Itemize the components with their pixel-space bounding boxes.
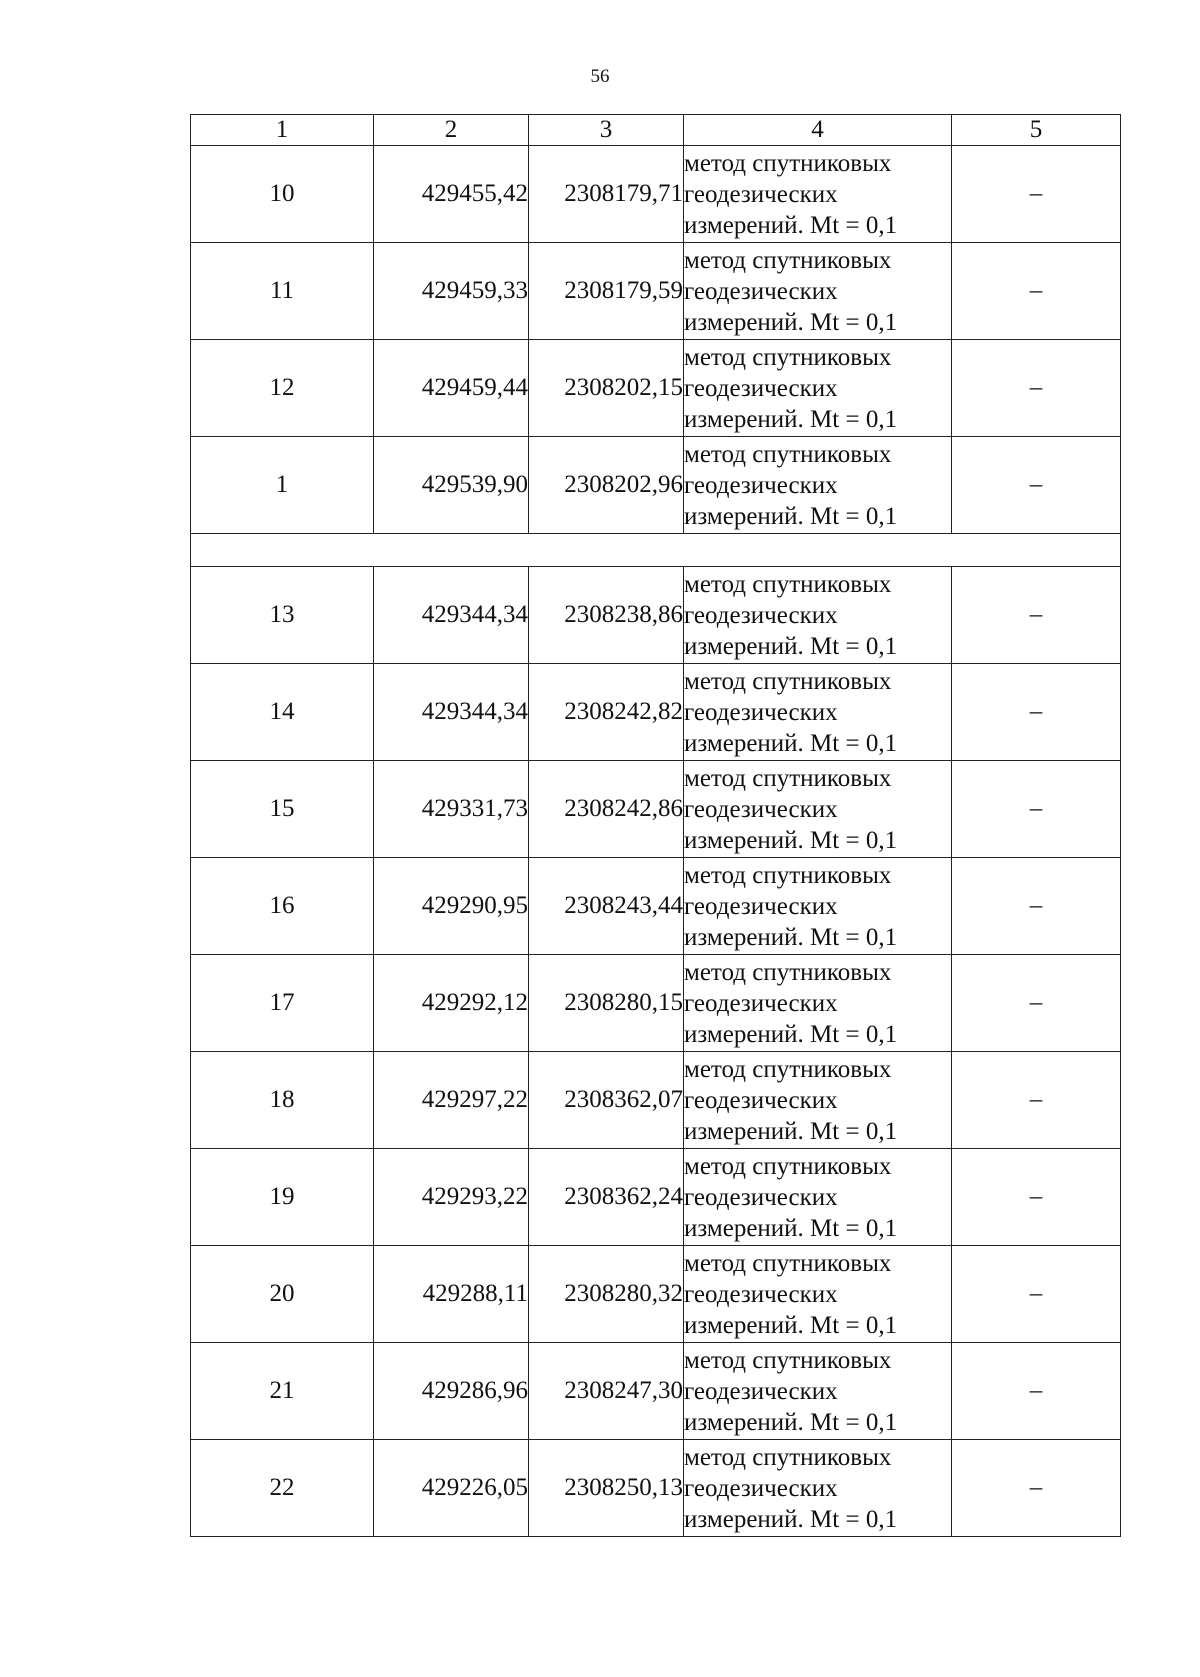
method-line: метод спутниковых [684, 570, 892, 598]
column-5-cell: – [952, 340, 1121, 437]
point-number-cell: 12 [191, 340, 374, 437]
point-number-cell: 1 [191, 437, 374, 534]
table-row [191, 1149, 1121, 1246]
method-line: измерений. Mt = 0,1 [684, 1311, 898, 1339]
method-line: измерений. Mt = 0,1 [684, 1408, 898, 1436]
method-line: метод спутниковых [684, 1443, 892, 1471]
column-5-cell: – [952, 1440, 1121, 1537]
table-row [191, 761, 1121, 858]
table-row [191, 858, 1121, 955]
spacer-cell [191, 534, 1121, 567]
method-cell [684, 437, 952, 534]
table-header-row [191, 115, 1121, 146]
method-cell [684, 1440, 952, 1537]
x-coordinate-cell: 429288,11 [374, 1246, 529, 1343]
column-5-cell: – [952, 1343, 1121, 1440]
column-5-cell: – [952, 1052, 1121, 1149]
y-coordinate-cell: 2308243,44 [529, 858, 684, 955]
method-line: геодезических [684, 795, 838, 823]
method-line: измерений. Mt = 0,1 [684, 1214, 898, 1242]
method-line: метод спутниковых [684, 246, 892, 274]
y-coordinate-cell: 2308250,13 [529, 1440, 684, 1537]
y-coordinate-cell: 2308362,07 [529, 1052, 684, 1149]
y-coordinate-cell: 2308247,30 [529, 1343, 684, 1440]
column-5-cell: – [952, 761, 1121, 858]
method-line: геодезических [684, 1377, 838, 1405]
method-line: метод спутниковых [684, 440, 892, 468]
y-coordinate-cell: 2308179,59 [529, 243, 684, 340]
method-line: измерений. Mt = 0,1 [684, 308, 898, 336]
y-coordinate-cell: 2308280,32 [529, 1246, 684, 1343]
table-row [191, 1052, 1121, 1149]
point-number-cell: 17 [191, 955, 374, 1052]
method-line: измерений. Mt = 0,1 [684, 632, 898, 660]
x-coordinate-cell: 429539,90 [374, 437, 529, 534]
page-number: 56 [590, 66, 610, 87]
method-line: геодезических [684, 1474, 838, 1502]
x-coordinate-cell: 429459,44 [374, 340, 529, 437]
table-row [191, 340, 1121, 437]
y-coordinate-cell: 2308238,86 [529, 567, 684, 664]
column-header-1: 1 [191, 115, 374, 146]
column-5-cell: – [952, 437, 1121, 534]
method-cell [684, 761, 952, 858]
method-line: измерений. Mt = 0,1 [684, 1117, 898, 1145]
method-line: измерений. Mt = 0,1 [684, 923, 898, 951]
column-5-cell: – [952, 955, 1121, 1052]
method-line: измерений. Mt = 0,1 [684, 1020, 898, 1048]
method-line: геодезических [684, 1086, 838, 1114]
method-line: геодезических [684, 989, 838, 1017]
point-number-cell: 14 [191, 664, 374, 761]
method-line: геодезических [684, 1280, 838, 1308]
method-line: метод спутниковых [684, 764, 892, 792]
point-number-cell: 10 [191, 146, 374, 243]
y-coordinate-cell: 2308242,82 [529, 664, 684, 761]
y-coordinate-cell: 2308202,96 [529, 437, 684, 534]
table-row [191, 955, 1121, 1052]
method-cell [684, 858, 952, 955]
table-spacer-row [191, 534, 1121, 567]
x-coordinate-cell: 429297,22 [374, 1052, 529, 1149]
table-row [191, 437, 1121, 534]
method-cell [684, 243, 952, 340]
column-5-cell: – [952, 664, 1121, 761]
table-row [191, 567, 1121, 664]
x-coordinate-cell: 429226,05 [374, 1440, 529, 1537]
point-number-cell: 13 [191, 567, 374, 664]
column-header-5: 5 [952, 115, 1121, 146]
column-5-cell: – [952, 858, 1121, 955]
method-line: измерений. Mt = 0,1 [684, 502, 898, 530]
method-line: геодезических [684, 277, 838, 305]
point-number-cell: 11 [191, 243, 374, 340]
x-coordinate-cell: 429459,33 [374, 243, 529, 340]
method-line: геодезических [684, 892, 838, 920]
method-line: метод спутниковых [684, 1055, 892, 1083]
method-line: геодезических [684, 374, 838, 402]
method-cell [684, 1343, 952, 1440]
method-line: измерений. Mt = 0,1 [684, 211, 898, 239]
column-header-4: 4 [684, 115, 952, 146]
x-coordinate-cell: 429286,96 [374, 1343, 529, 1440]
method-line: метод спутниковых [684, 1346, 892, 1374]
method-line: метод спутниковых [684, 861, 892, 889]
y-coordinate-cell: 2308202,15 [529, 340, 684, 437]
method-line: геодезических [684, 601, 838, 629]
method-cell [684, 664, 952, 761]
y-coordinate-cell: 2308179,71 [529, 146, 684, 243]
y-coordinate-cell: 2308242,86 [529, 761, 684, 858]
point-number-cell: 19 [191, 1149, 374, 1246]
method-line: геодезических [684, 180, 838, 208]
coordinates-table [190, 114, 1121, 1537]
point-number-cell: 20 [191, 1246, 374, 1343]
table-row [191, 1246, 1121, 1343]
method-line: геодезических [684, 1183, 838, 1211]
method-cell [684, 567, 952, 664]
method-line: измерений. Mt = 0,1 [684, 1505, 898, 1533]
method-cell [684, 1246, 952, 1343]
method-line: метод спутниковых [684, 1152, 892, 1180]
method-line: метод спутниковых [684, 343, 892, 371]
column-header-3: 3 [529, 115, 684, 146]
x-coordinate-cell: 429290,95 [374, 858, 529, 955]
method-cell [684, 955, 952, 1052]
method-line: измерений. Mt = 0,1 [684, 729, 898, 757]
method-cell [684, 146, 952, 243]
point-number-cell: 22 [191, 1440, 374, 1537]
column-5-cell: – [952, 567, 1121, 664]
x-coordinate-cell: 429344,34 [374, 567, 529, 664]
column-5-cell: – [952, 243, 1121, 340]
column-5-cell: – [952, 146, 1121, 243]
method-cell [684, 1149, 952, 1246]
method-line: геодезических [684, 471, 838, 499]
point-number-cell: 21 [191, 1343, 374, 1440]
table-row [191, 1440, 1121, 1537]
point-number-cell: 15 [191, 761, 374, 858]
table-row [191, 1343, 1121, 1440]
x-coordinate-cell: 429292,12 [374, 955, 529, 1052]
x-coordinate-cell: 429293,22 [374, 1149, 529, 1246]
column-header-2: 2 [374, 115, 529, 146]
method-line: измерений. Mt = 0,1 [684, 405, 898, 433]
table-row [191, 243, 1121, 340]
y-coordinate-cell: 2308362,24 [529, 1149, 684, 1246]
table-row [191, 664, 1121, 761]
x-coordinate-cell: 429455,42 [374, 146, 529, 243]
x-coordinate-cell: 429344,34 [374, 664, 529, 761]
method-line: геодезических [684, 698, 838, 726]
method-line: метод спутниковых [684, 958, 892, 986]
point-number-cell: 16 [191, 858, 374, 955]
column-5-cell: – [952, 1246, 1121, 1343]
point-number-cell: 18 [191, 1052, 374, 1149]
y-coordinate-cell: 2308280,15 [529, 955, 684, 1052]
table-row [191, 146, 1121, 243]
method-line: метод спутниковых [684, 667, 892, 695]
x-coordinate-cell: 429331,73 [374, 761, 529, 858]
method-line: метод спутниковых [684, 149, 892, 177]
column-5-cell: – [952, 1149, 1121, 1246]
method-cell [684, 1052, 952, 1149]
method-line: метод спутниковых [684, 1249, 892, 1277]
method-cell [684, 340, 952, 437]
method-line: измерений. Mt = 0,1 [684, 826, 898, 854]
